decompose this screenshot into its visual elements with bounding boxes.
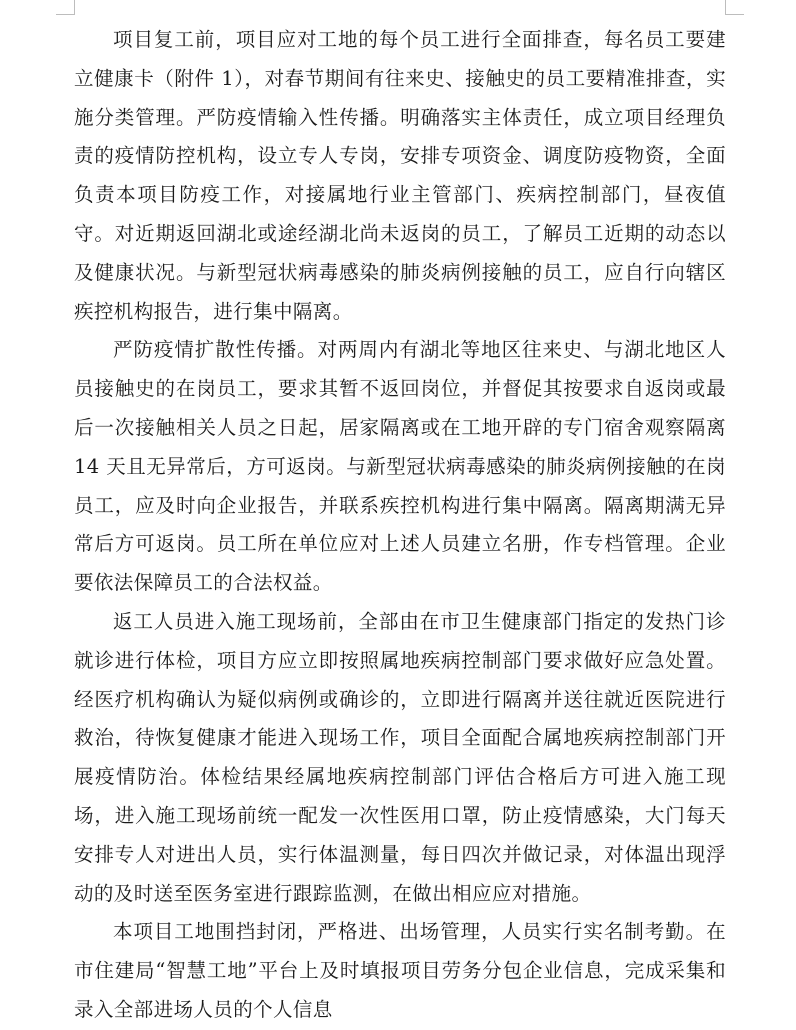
crop-mark-top-left bbox=[56, 0, 75, 15]
crop-mark-top-right bbox=[725, 0, 744, 15]
paragraph-4: 本项目工地围挡封闭，严格进、出场管理，人员实行实名制考勤。在市住建局“智慧工地”平台上及时填报项目劳务分包企业信息，完成采集和录入全部进场人员的个人信息 bbox=[74, 920, 726, 1021]
paragraph-1: 项目复工前，项目应对工地的每个员工进行全面排查，每名员工要建立健康卡（附件 1），对春节期间有往来史、接触史的员工要精准排查，实施分类管理。严防疫情输入性传播。明确落实主体责任，成立项目经理负责的疫情防控机构，设立专人专岗，安排专项资金、调度防疫物资，全面负责本项目防疫工作，对接属地行业主管部门、疾病控制部门，昼夜值守。对近期返回湖北或途经湖北尚未返岗的员工，了解员工近期的动态以及健康状况。与新型冠状病毒感染的肺炎病例接触的员工，应自行向辖区疾控机构报告，进行集中隔离。 bbox=[74, 28, 726, 323]
document-body bbox=[74, 21, 726, 1030]
paragraph-3: 返工人员进入施工现场前，全部由在市卫生健康部门指定的发热门诊就诊进行体检，项目方应立即按照属地疾病控制部门要求做好应急处置。经医疗机构确认为疑似病例或确诊的，立即进行隔离并送往就近医院进行救治，待恢复健康才能进入现场工作，项目全面配合属地疾病控制部门开展疫情防治。体检结果经属地疾病控制部门评估合格后方可进入施工现场，进入施工现场前统一配发一次性医用口罩，防止疫情感染，大门每天安排专人对进出人员，实行体温测量，每日四次并做记录，对体温出现浮动的及时送至医务室进行跟踪监测，在做出相应应对措施。 bbox=[74, 609, 726, 905]
paragraph-2: 严防疫情扩散性传播。对两周内有湖北等地区往来史、与湖北地区人员接触史的在岗员工，要求其暂不返回岗位，并督促其按要求自返岗或最后一次接触相关人员之日起，居家隔离或在工地开辟的专门宿舍观察隔离 14 天且无异常后，方可返岗。与新型冠状病毒感染的肺炎病例接触的在岗员工，应及时向企业报告，并联系疾控机构进行集中隔离。隔离期满无异常后方可返岗。员工所在单位应对上述人员建立名册，作专档管理。企业要依法保障员工的合法权益。 bbox=[74, 338, 726, 595]
